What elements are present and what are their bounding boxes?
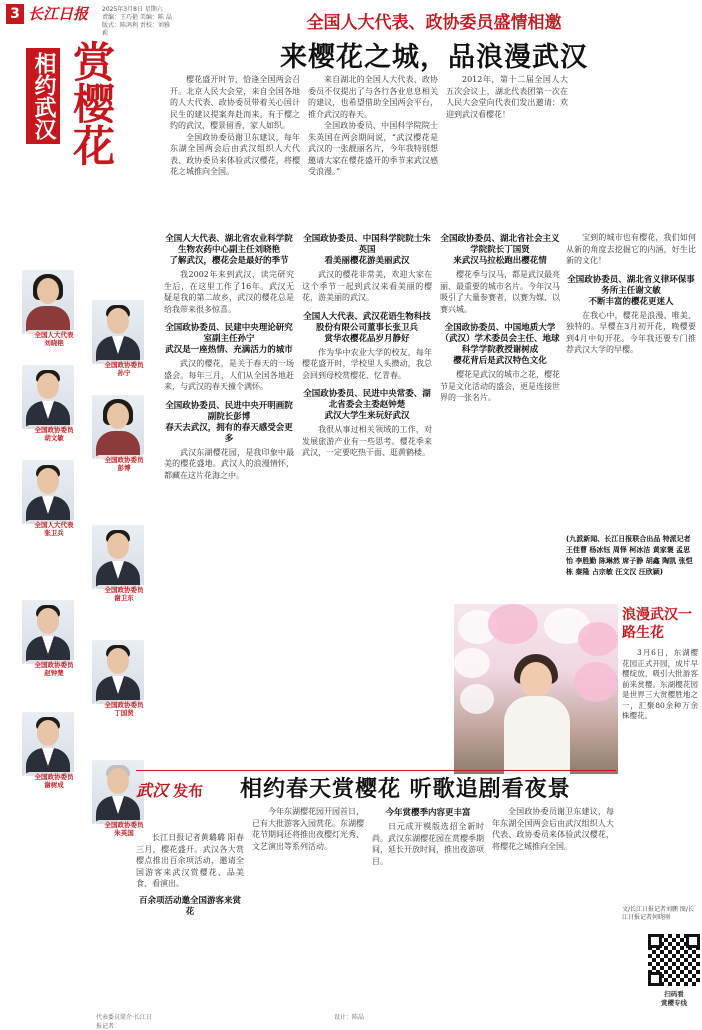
photo-caption-text: 3月6日，东湖樱花园正式开园，成片早樱绽放，吸引大批游客前来赏樱。东湖樱花园是世界三大赏樱胜地之一，汇聚80余种万余株樱花。 — [622, 648, 698, 720]
section-heading: 全国政协委员、民进中央常委、湖北省委会主委赵钟楚 武汉大学生来玩好武汉 — [303, 389, 431, 421]
body-col-4 — [566, 232, 696, 532]
body-col-2 — [302, 232, 432, 762]
lead-para: 来自湖北的全国人大代表、政协委员不仅提出了与各行各业息息相关的建议，也希望借助全国两会平台，推介武汉的春天。 — [308, 75, 438, 119]
bottom-col-1 — [136, 832, 244, 1008]
editors-line-2: 版式：陈鸿利 责校：刘雅莉 — [102, 22, 170, 37]
section-heading: 全国政协委员、民建中央理论研究室副主任孙宁 武汉是一座热情、充满活力的城市 — [165, 323, 293, 355]
bottom-col-2 — [252, 806, 364, 1006]
lead-para: 全国政协委员谢卫东建议，每年东湖全国两会后由武汉组织人大代表、政协委员来体验武汉樱花，将樱花之城推向全国。 — [170, 132, 300, 176]
portrait-photo — [92, 525, 144, 589]
body-col-3 — [440, 232, 560, 592]
brand-word-1: 武汉 — [136, 781, 169, 800]
body-para: 全国政协委员谢卫东建议，每年东湖全国两会后由武汉组织人大代表、政协委员来体验武汉樱花，将樱花之城推向全国。 — [492, 807, 614, 851]
portrait-caption: 全国政协委员 胡文敏 — [24, 425, 84, 443]
bottom-title: 相约春天赏樱花 听歌追剧看夜景 — [240, 777, 571, 802]
portrait-photo — [22, 712, 74, 776]
photo-section-title: 浪漫武汉一路生花 — [622, 607, 692, 641]
portrait-photo — [22, 460, 74, 524]
body-para: 长江日报记者黄璐璐 阳春三月，樱花盛开。武汉各大赏樱点推出百余项活动，邀请全国游客来武汉赏樱花、品美食、看演出。 — [136, 833, 244, 888]
wuhan-publish-logo — [136, 778, 226, 828]
masthead — [6, 4, 172, 37]
portrait-photo — [22, 365, 74, 429]
bottom-col-3 — [372, 806, 484, 1006]
lead-para: 全国政协委员、中国科学院院士朱英国在两会期间说，“武汉樱花是武汉的一张靓丽名片，今年我特别想邀请大家在樱花盛开的季节来武汉感受浪漫。” — [308, 121, 438, 176]
body-para: 武汉的樱花，是关于春天的一场盛会。每年三月，人们从全国各地赶来，与武汉的春天撞个满怀。 — [164, 359, 294, 391]
body-para: 樱花是武汉的城市之花，樱花节是文化活动的盛会，更是连接世界的一张名片。 — [440, 370, 560, 402]
body-para: 我2002年来到武汉，读完研究生后，在这里工作了16年。武汉无疑是我的第二故乡，武汉的樱花总是给我带来很多惊喜。 — [164, 270, 294, 314]
portrait — [16, 270, 80, 347]
lead-col-2 — [308, 74, 438, 184]
section-heading: 全国政协委员、中国科学院院士朱英国 看美丽樱花游美丽武汉 — [303, 234, 431, 266]
lead-para: 2012年，第十二届全国人大五次会议上，湖北代表团第一次在人民大会堂向代表们发出邀请：欢迎到武汉看樱花！ — [446, 75, 568, 119]
portrait-caption: 全国政协委员 赵钟楚 — [24, 660, 84, 678]
portrait — [86, 640, 150, 717]
section-heading: 今年赏樱季内容更丰富 — [385, 808, 471, 818]
headline-block — [170, 8, 698, 74]
left-title-small: 相约武汉 — [26, 48, 60, 144]
photo-credit: 文/长江日报记者刘鹏 图/长江日报记者何晓刚 — [622, 906, 694, 921]
body-para: 樱花季与汉马，都是武汉最亮丽、最重要的城市名片。今年汉马吸引了大量参赛者，以赛为媒、以赛兴城。 — [440, 270, 560, 314]
portrait — [86, 300, 150, 377]
headline: 来樱花之城，品浪漫武汉 — [280, 42, 588, 73]
portrait-caption: 全国政协委员 朱英国 — [94, 820, 154, 838]
section-heading: 全国政协委员、民进中央开明画院副院长彭博 春天去武汉，拥有的春天感受会更多 — [165, 400, 293, 444]
portrait-photo — [92, 300, 144, 364]
body-para: 作为华中农业大学的校友，每年樱花盛开时，学校里人头攒动，我总会回到母校赏樱花、忆青春。 — [302, 347, 432, 380]
page-number: 3 — [6, 4, 24, 24]
section-heading: 全国人大代表、湖北省农业科学院生物农药中心副主任刘晓艳 了解武汉，樱花会是最好的季节 — [165, 234, 293, 266]
portrait — [86, 525, 150, 602]
portrait-caption: 全国政协委员 彭博 — [94, 455, 154, 473]
portrait-photo — [22, 270, 74, 334]
section-heading: 全国人大代表、武汉花语生物科技股份有限公司董事长张卫兵 赏华农樱花品岁月静好 — [303, 311, 431, 344]
body-para: 武汉的樱花非常美，欢迎大家在这个季节一起到武汉来看美丽的樱花，游美丽的武汉。 — [302, 270, 432, 302]
reporter-note: 代表委员简介·长江日报记者 — [96, 1014, 152, 1030]
portrait — [16, 365, 80, 442]
masthead-meta — [102, 6, 172, 38]
lead-para: 樱花盛开时节，恰逢全国两会召开。北京人民大会堂，来自全国各地的人大代表、政协委员带着关心国计民生的建议提案奔赴而来。有于樱之约的武汉，樱景留香，家人如织。 — [170, 75, 300, 130]
date: 2025年3月8日 星期六 — [102, 6, 163, 13]
body-para: 在我心中，樱花是浪漫、唯美、独特的。早樱在3月初开花，晚樱要到4月中旬开花。今年我还要专门推荐武汉大学的早樱。 — [566, 310, 696, 354]
portrait-photo — [92, 640, 144, 704]
reporter-credits: (九派新闻、长江日报联合出品 特派记者 王佳曹 杨冰钰 周怿 柯冰洁 黄家褒 孟思怡 李胜勤 陈琳然 席子静 胡鑫 陶凯 张恺栋 秦隆 占宗敏 汪文汉 汪欣颖) — [566, 535, 693, 576]
qr-label-2: 赏樱专线 — [661, 999, 687, 1007]
portrait-photo — [92, 395, 144, 459]
portrait-caption: 全国政协委员 丁国贤 — [94, 700, 154, 718]
section-heading: 全国政协委员、中国地质大学（武汉）学术委员会主任、地球科学学院教授谢树成 樱花背后是武汉特色文化 — [440, 323, 560, 366]
portrait-caption: 全国政协委员 谢树成 — [24, 772, 84, 790]
portrait-photo — [22, 600, 74, 664]
subtitle: 全国人大代表、政协委员盛情相邀 — [306, 13, 562, 33]
brand-word-2: 发布 — [173, 782, 204, 800]
section-heading: 全国政协委员、湖北省社会主义学院院长丁国贤 来武汉马拉松跑出樱花情 — [440, 234, 560, 266]
portrait-caption: 全国人大代表 张卫兵 — [24, 520, 84, 538]
portrait — [16, 600, 80, 677]
editors-line-1: 责编：王巧艳 美编：陈 晶 — [102, 14, 172, 21]
left-title — [18, 40, 128, 170]
qr-label — [648, 990, 700, 1008]
lead-col-3 — [446, 74, 568, 184]
portrait — [16, 712, 80, 789]
cherry-blossom-photo — [454, 604, 618, 774]
portrait-caption: 全国人大代表 刘晓艳 — [24, 330, 84, 348]
body-col-1 — [164, 232, 294, 762]
lead-col-1 — [170, 74, 300, 184]
left-title-big: 赏樱花 — [67, 40, 116, 166]
section-heading: 百余项活动邀全国游客来赏花 — [138, 895, 241, 917]
designer-credit: 设计：陈晶 — [334, 1014, 365, 1021]
body-para: 宝到的城市也有樱花，我们如何从新的角度去挖掘它的内涵，好生比新的文化！ — [566, 233, 696, 265]
body-para: 今年东湖樱花园开园首日，已有大批游客入园赏花。东湖樱花节期间还将推出夜樱灯光秀、文艺演出等系列活动。 — [252, 807, 364, 851]
body-para: 我很从事过相关领域的工作，对发展旅游产业有一些思考。樱花季来武汉，一定要吃热干面、逛黄鹤楼。 — [302, 425, 432, 457]
body-para: 武汉东湖樱花园，是我印象中最美的樱花盛地。武汉人的浪漫情怀，都藏在这片花海之中。 — [164, 447, 294, 480]
body-para: 日元成开模版选招全新时尚。武汉东湖樱花园在赏樱季期间，延长开放时间，推出夜游项目。 — [372, 822, 484, 866]
portrait — [86, 395, 150, 472]
portrait-caption: 全国政协委员 孙宁 — [94, 360, 154, 378]
paper-logo: 长江日报 — [28, 5, 89, 23]
portrait-caption: 全国政协委员 谢卫东 — [94, 585, 154, 603]
portrait — [16, 460, 80, 537]
qr-code[interactable] — [648, 934, 700, 986]
section-divider — [136, 770, 616, 771]
qr-label-1: 扫码看 — [664, 990, 684, 998]
section-heading: 全国政协委员、湖北省义律环保事务所主任谢文敏 不断丰富的樱花更迷人 — [567, 274, 695, 307]
bottom-col-4 — [492, 806, 614, 1006]
